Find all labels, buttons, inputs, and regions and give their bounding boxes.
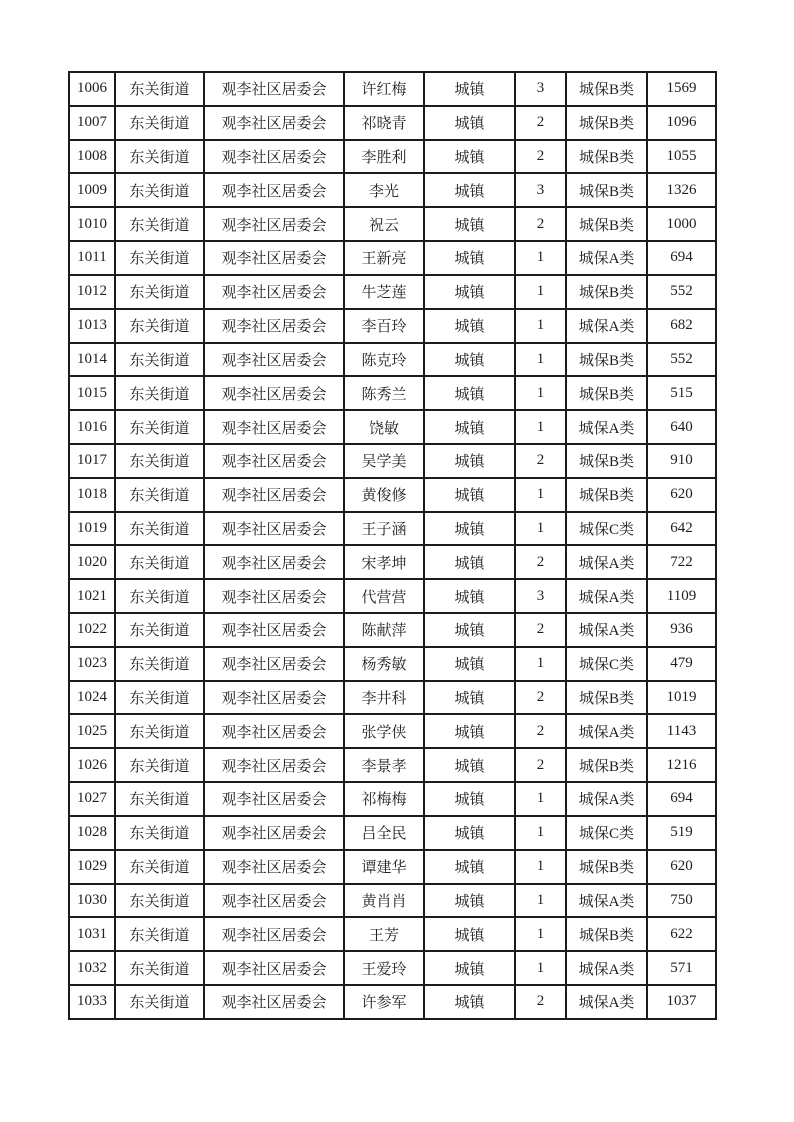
cell-street-office: 东关街道: [115, 850, 204, 884]
cell-person-name: 祁晓青: [344, 106, 424, 140]
cell-person-name: 饶敏: [344, 410, 424, 444]
cell-household-type: 城镇: [424, 782, 515, 816]
cell-street-office: 东关街道: [115, 140, 204, 174]
cell-person-count: 1: [515, 241, 566, 275]
cell-insurance-category: 城保B类: [566, 140, 647, 174]
cell-serial-number: 1006: [69, 72, 115, 106]
cell-amount: 682: [647, 309, 716, 343]
cell-household-type: 城镇: [424, 512, 515, 546]
cell-person-count: 1: [515, 275, 566, 309]
cell-serial-number: 1033: [69, 985, 115, 1019]
cell-household-type: 城镇: [424, 714, 515, 748]
cell-person-count: 1: [515, 816, 566, 850]
cell-household-type: 城镇: [424, 275, 515, 309]
cell-serial-number: 1017: [69, 444, 115, 478]
cell-insurance-category: 城保A类: [566, 241, 647, 275]
table-row: [69, 410, 716, 444]
cell-person-name: 王新亮: [344, 241, 424, 275]
cell-person-count: 3: [515, 579, 566, 613]
cell-household-type: 城镇: [424, 410, 515, 444]
cell-household-type: 城镇: [424, 816, 515, 850]
table-row: [69, 782, 716, 816]
cell-insurance-category: 城保B类: [566, 681, 647, 715]
cell-community-committee: 观李社区居委会: [204, 72, 344, 106]
cell-serial-number: 1031: [69, 917, 115, 951]
cell-serial-number: 1011: [69, 241, 115, 275]
cell-person-name: 代营营: [344, 579, 424, 613]
cell-household-type: 城镇: [424, 985, 515, 1019]
cell-street-office: 东关街道: [115, 985, 204, 1019]
table-row: [69, 748, 716, 782]
cell-serial-number: 1030: [69, 884, 115, 918]
cell-household-type: 城镇: [424, 850, 515, 884]
cell-street-office: 东关街道: [115, 173, 204, 207]
cell-insurance-category: 城保A类: [566, 309, 647, 343]
cell-serial-number: 1023: [69, 647, 115, 681]
table-row: [69, 613, 716, 647]
cell-person-name: 吴学美: [344, 444, 424, 478]
cell-person-count: 2: [515, 207, 566, 241]
cell-street-office: 东关街道: [115, 884, 204, 918]
cell-street-office: 东关街道: [115, 444, 204, 478]
cell-amount: 620: [647, 478, 716, 512]
cell-insurance-category: 城保A类: [566, 410, 647, 444]
cell-community-committee: 观李社区居委会: [204, 512, 344, 546]
cell-serial-number: 1022: [69, 613, 115, 647]
cell-community-committee: 观李社区居委会: [204, 579, 344, 613]
cell-amount: 622: [647, 917, 716, 951]
cell-person-name: 李光: [344, 173, 424, 207]
cell-street-office: 东关街道: [115, 72, 204, 106]
cell-person-count: 1: [515, 309, 566, 343]
cell-community-committee: 观李社区居委会: [204, 951, 344, 985]
cell-person-name: 李景孝: [344, 748, 424, 782]
cell-community-committee: 观李社区居委会: [204, 850, 344, 884]
cell-household-type: 城镇: [424, 917, 515, 951]
cell-insurance-category: 城保A类: [566, 613, 647, 647]
cell-community-committee: 观李社区居委会: [204, 410, 344, 444]
cell-person-name: 祁梅梅: [344, 782, 424, 816]
cell-serial-number: 1024: [69, 681, 115, 715]
cell-community-committee: 观李社区居委会: [204, 140, 344, 174]
table-row: [69, 512, 716, 546]
cell-person-name: 牛芝莲: [344, 275, 424, 309]
cell-serial-number: 1007: [69, 106, 115, 140]
table-row: [69, 951, 716, 985]
cell-serial-number: 1016: [69, 410, 115, 444]
cell-insurance-category: 城保B类: [566, 72, 647, 106]
cell-person-name: 陈克玲: [344, 343, 424, 377]
cell-street-office: 东关街道: [115, 106, 204, 140]
cell-insurance-category: 城保B类: [566, 917, 647, 951]
cell-serial-number: 1026: [69, 748, 115, 782]
cell-person-name: 杨秀敏: [344, 647, 424, 681]
cell-person-name: 李胜利: [344, 140, 424, 174]
cell-person-count: 3: [515, 173, 566, 207]
cell-street-office: 东关街道: [115, 376, 204, 410]
cell-amount: 1037: [647, 985, 716, 1019]
cell-person-count: 1: [515, 884, 566, 918]
cell-serial-number: 1027: [69, 782, 115, 816]
cell-person-name: 李百玲: [344, 309, 424, 343]
table-row: [69, 376, 716, 410]
cell-person-name: 陈献萍: [344, 613, 424, 647]
cell-insurance-category: 城保B类: [566, 173, 647, 207]
cell-amount: 552: [647, 343, 716, 377]
cell-community-committee: 观李社区居委会: [204, 647, 344, 681]
cell-serial-number: 1029: [69, 850, 115, 884]
cell-household-type: 城镇: [424, 647, 515, 681]
cell-amount: 1109: [647, 579, 716, 613]
table-row: [69, 478, 716, 512]
cell-person-count: 2: [515, 985, 566, 1019]
cell-person-count: 1: [515, 647, 566, 681]
cell-serial-number: 1028: [69, 816, 115, 850]
cell-person-count: 1: [515, 782, 566, 816]
cell-community-committee: 观李社区居委会: [204, 309, 344, 343]
table-row: [69, 884, 716, 918]
cell-insurance-category: 城保B类: [566, 106, 647, 140]
cell-household-type: 城镇: [424, 545, 515, 579]
cell-household-type: 城镇: [424, 748, 515, 782]
cell-person-count: 2: [515, 748, 566, 782]
cell-amount: 936: [647, 613, 716, 647]
table-row: [69, 343, 716, 377]
cell-household-type: 城镇: [424, 173, 515, 207]
cell-amount: 1000: [647, 207, 716, 241]
cell-insurance-category: 城保A类: [566, 579, 647, 613]
cell-person-count: 2: [515, 545, 566, 579]
cell-person-name: 祝云: [344, 207, 424, 241]
table-row: [69, 140, 716, 174]
cell-amount: 515: [647, 376, 716, 410]
table-row: [69, 714, 716, 748]
table-row: [69, 241, 716, 275]
cell-community-committee: 观李社区居委会: [204, 207, 344, 241]
cell-community-committee: 观李社区居委会: [204, 714, 344, 748]
cell-household-type: 城镇: [424, 140, 515, 174]
cell-community-committee: 观李社区居委会: [204, 917, 344, 951]
cell-street-office: 东关街道: [115, 816, 204, 850]
table-row: [69, 309, 716, 343]
cell-serial-number: 1010: [69, 207, 115, 241]
table-row: [69, 275, 716, 309]
cell-insurance-category: 城保A类: [566, 951, 647, 985]
table-row: [69, 816, 716, 850]
cell-amount: 1143: [647, 714, 716, 748]
cell-insurance-category: 城保B类: [566, 376, 647, 410]
cell-serial-number: 1015: [69, 376, 115, 410]
cell-person-name: 黄俊修: [344, 478, 424, 512]
cell-community-committee: 观李社区居委会: [204, 545, 344, 579]
cell-household-type: 城镇: [424, 478, 515, 512]
cell-street-office: 东关街道: [115, 613, 204, 647]
cell-serial-number: 1021: [69, 579, 115, 613]
cell-serial-number: 1012: [69, 275, 115, 309]
roster-table: [68, 71, 717, 1020]
cell-person-count: 2: [515, 444, 566, 478]
cell-community-committee: 观李社区居委会: [204, 478, 344, 512]
cell-insurance-category: 城保B类: [566, 850, 647, 884]
cell-amount: 1055: [647, 140, 716, 174]
cell-amount: 519: [647, 816, 716, 850]
cell-insurance-category: 城保B类: [566, 748, 647, 782]
table-row: [69, 72, 716, 106]
cell-amount: 620: [647, 850, 716, 884]
cell-household-type: 城镇: [424, 579, 515, 613]
cell-household-type: 城镇: [424, 681, 515, 715]
cell-person-count: 1: [515, 410, 566, 444]
cell-street-office: 东关街道: [115, 917, 204, 951]
cell-amount: 571: [647, 951, 716, 985]
cell-amount: 1326: [647, 173, 716, 207]
cell-insurance-category: 城保A类: [566, 714, 647, 748]
cell-serial-number: 1019: [69, 512, 115, 546]
cell-serial-number: 1008: [69, 140, 115, 174]
cell-serial-number: 1009: [69, 173, 115, 207]
cell-person-count: 3: [515, 72, 566, 106]
cell-household-type: 城镇: [424, 613, 515, 647]
cell-community-committee: 观李社区居委会: [204, 884, 344, 918]
cell-serial-number: 1014: [69, 343, 115, 377]
cell-person-count: 1: [515, 512, 566, 546]
table-row: [69, 207, 716, 241]
cell-person-count: 1: [515, 478, 566, 512]
cell-community-committee: 观李社区居委会: [204, 681, 344, 715]
cell-insurance-category: 城保A类: [566, 884, 647, 918]
cell-amount: 1216: [647, 748, 716, 782]
cell-person-count: 1: [515, 917, 566, 951]
cell-insurance-category: 城保B类: [566, 275, 647, 309]
table-row: [69, 985, 716, 1019]
cell-household-type: 城镇: [424, 241, 515, 275]
table-row: [69, 917, 716, 951]
cell-insurance-category: 城保C类: [566, 647, 647, 681]
cell-person-count: 1: [515, 850, 566, 884]
cell-person-count: 2: [515, 140, 566, 174]
cell-insurance-category: 城保A类: [566, 782, 647, 816]
cell-community-committee: 观李社区居委会: [204, 173, 344, 207]
cell-person-count: 1: [515, 951, 566, 985]
cell-person-name: 李井科: [344, 681, 424, 715]
cell-person-count: 2: [515, 613, 566, 647]
cell-person-name: 宋孝坤: [344, 545, 424, 579]
cell-street-office: 东关街道: [115, 309, 204, 343]
cell-person-count: 2: [515, 106, 566, 140]
cell-person-count: 1: [515, 376, 566, 410]
cell-insurance-category: 城保A类: [566, 985, 647, 1019]
cell-insurance-category: 城保A类: [566, 545, 647, 579]
cell-person-name: 吕全民: [344, 816, 424, 850]
cell-community-committee: 观李社区居委会: [204, 376, 344, 410]
cell-amount: 479: [647, 647, 716, 681]
cell-household-type: 城镇: [424, 343, 515, 377]
roster-table-body: [69, 72, 716, 1019]
cell-street-office: 东关街道: [115, 681, 204, 715]
cell-person-name: 许参军: [344, 985, 424, 1019]
cell-street-office: 东关街道: [115, 410, 204, 444]
cell-amount: 1569: [647, 72, 716, 106]
cell-person-count: 2: [515, 714, 566, 748]
cell-community-committee: 观李社区居委会: [204, 241, 344, 275]
cell-street-office: 东关街道: [115, 478, 204, 512]
table-row: [69, 173, 716, 207]
cell-insurance-category: 城保C类: [566, 816, 647, 850]
cell-community-committee: 观李社区居委会: [204, 748, 344, 782]
cell-insurance-category: 城保B类: [566, 444, 647, 478]
cell-serial-number: 1032: [69, 951, 115, 985]
cell-household-type: 城镇: [424, 309, 515, 343]
cell-amount: 1096: [647, 106, 716, 140]
cell-street-office: 东关街道: [115, 275, 204, 309]
cell-amount: 694: [647, 782, 716, 816]
cell-amount: 642: [647, 512, 716, 546]
cell-community-committee: 观李社区居委会: [204, 816, 344, 850]
cell-person-name: 谭建华: [344, 850, 424, 884]
cell-street-office: 东关街道: [115, 951, 204, 985]
cell-community-committee: 观李社区居委会: [204, 343, 344, 377]
table-row: [69, 647, 716, 681]
table-row: [69, 444, 716, 478]
cell-serial-number: 1025: [69, 714, 115, 748]
cell-community-committee: 观李社区居委会: [204, 275, 344, 309]
table-row: [69, 106, 716, 140]
cell-amount: 640: [647, 410, 716, 444]
cell-person-name: 许红梅: [344, 72, 424, 106]
cell-street-office: 东关街道: [115, 782, 204, 816]
cell-serial-number: 1013: [69, 309, 115, 343]
cell-household-type: 城镇: [424, 207, 515, 241]
cell-community-committee: 观李社区居委会: [204, 613, 344, 647]
cell-street-office: 东关街道: [115, 579, 204, 613]
cell-serial-number: 1020: [69, 545, 115, 579]
cell-person-name: 黄肖肖: [344, 884, 424, 918]
cell-street-office: 东关街道: [115, 241, 204, 275]
cell-street-office: 东关街道: [115, 714, 204, 748]
cell-community-committee: 观李社区居委会: [204, 782, 344, 816]
cell-serial-number: 1018: [69, 478, 115, 512]
table-row: [69, 579, 716, 613]
cell-person-name: 王芳: [344, 917, 424, 951]
cell-community-committee: 观李社区居委会: [204, 985, 344, 1019]
cell-street-office: 东关街道: [115, 647, 204, 681]
cell-household-type: 城镇: [424, 72, 515, 106]
cell-household-type: 城镇: [424, 376, 515, 410]
cell-street-office: 东关街道: [115, 748, 204, 782]
cell-person-count: 2: [515, 681, 566, 715]
cell-insurance-category: 城保B类: [566, 343, 647, 377]
cell-person-name: 陈秀兰: [344, 376, 424, 410]
cell-household-type: 城镇: [424, 951, 515, 985]
cell-insurance-category: 城保B类: [566, 207, 647, 241]
cell-community-committee: 观李社区居委会: [204, 106, 344, 140]
cell-street-office: 东关街道: [115, 545, 204, 579]
cell-person-name: 张学侠: [344, 714, 424, 748]
cell-amount: 750: [647, 884, 716, 918]
cell-person-name: 王子涵: [344, 512, 424, 546]
cell-amount: 694: [647, 241, 716, 275]
cell-household-type: 城镇: [424, 444, 515, 478]
cell-household-type: 城镇: [424, 884, 515, 918]
cell-street-office: 东关街道: [115, 512, 204, 546]
table-row: [69, 850, 716, 884]
cell-amount: 552: [647, 275, 716, 309]
cell-street-office: 东关街道: [115, 343, 204, 377]
cell-insurance-category: 城保C类: [566, 512, 647, 546]
cell-person-count: 1: [515, 343, 566, 377]
cell-person-name: 王爱玲: [344, 951, 424, 985]
table-row: [69, 681, 716, 715]
cell-street-office: 东关街道: [115, 207, 204, 241]
cell-amount: 910: [647, 444, 716, 478]
table-row: [69, 545, 716, 579]
cell-amount: 722: [647, 545, 716, 579]
cell-community-committee: 观李社区居委会: [204, 444, 344, 478]
cell-insurance-category: 城保B类: [566, 478, 647, 512]
cell-amount: 1019: [647, 681, 716, 715]
cell-household-type: 城镇: [424, 106, 515, 140]
